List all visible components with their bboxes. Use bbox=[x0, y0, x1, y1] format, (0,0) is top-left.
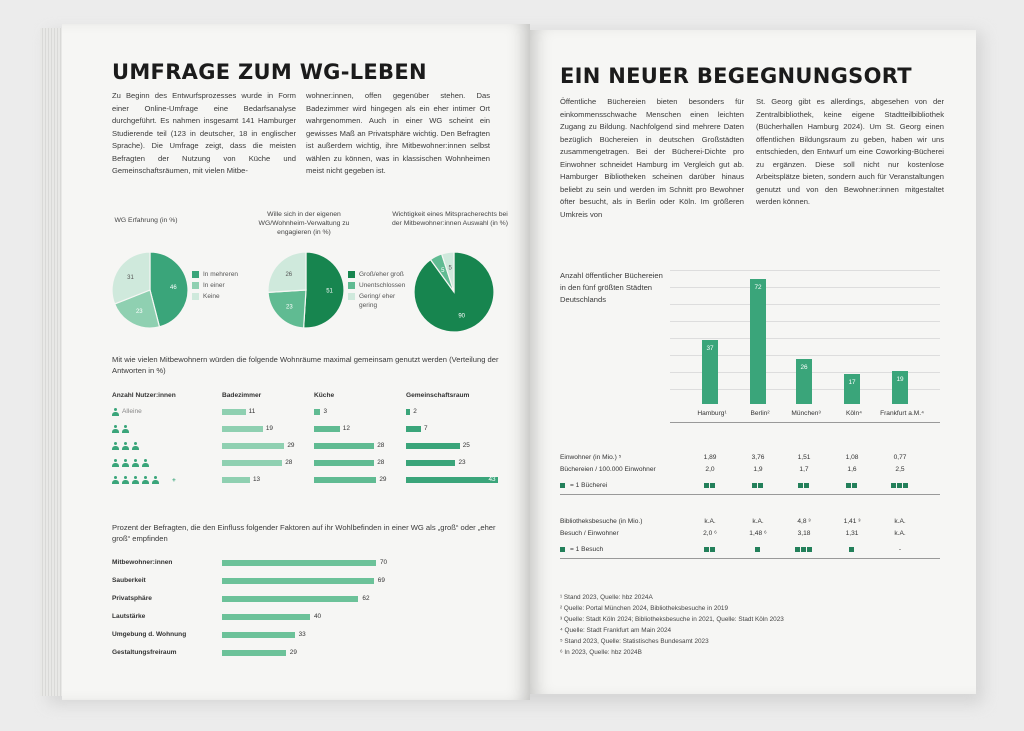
legend-swatch bbox=[192, 293, 199, 300]
pie2-caption: Wille sich in der eigenen WG/Wohnheim-Verwaltung zu engagieren (in %) bbox=[258, 211, 350, 236]
pie-slice-label: 5 bbox=[448, 265, 452, 272]
rooms-title: Mit wie vielen Mitbewohnern würden die folgende Wohnräume maximal gemeinsam genutzt werden (Verteilung der Antworten in %) bbox=[112, 355, 499, 375]
city-label: München³ bbox=[791, 410, 821, 417]
unit-squares bbox=[752, 483, 763, 488]
gridline bbox=[670, 321, 940, 322]
person-icon bbox=[112, 442, 119, 450]
city-label: Hamburg¹ bbox=[697, 410, 727, 417]
table-cell: k.A. bbox=[894, 530, 906, 537]
legend-label: Keine bbox=[203, 293, 220, 300]
person-icon bbox=[122, 459, 129, 467]
room-bar bbox=[406, 426, 421, 432]
table-row-label: Besuch / Einwohner bbox=[560, 530, 619, 537]
factor-bar bbox=[222, 632, 295, 638]
pie-slice-label: 46 bbox=[170, 285, 177, 292]
person-icon bbox=[122, 442, 129, 450]
table-cell: 1,48 ⁶ bbox=[749, 530, 767, 537]
table-divider bbox=[560, 494, 940, 495]
person-icon bbox=[112, 408, 119, 416]
table-cell: k.A. bbox=[752, 518, 764, 525]
room-bar-value: 29 bbox=[379, 476, 387, 483]
table-cell: 1,51 bbox=[797, 454, 811, 461]
room-bar-value: 29 bbox=[287, 442, 295, 449]
table-row-label: Bibliotheksbesuche (in Mio.) bbox=[560, 518, 643, 525]
library-bar-value: 19 bbox=[896, 375, 904, 383]
city-label: Berlin² bbox=[750, 410, 770, 417]
pie3-caption: Wichtigkeit eines Mitspracherechts bei der Mitbewohner:innen Auswahl (in %) bbox=[392, 211, 508, 227]
room-bar bbox=[406, 443, 460, 449]
pie-chart-wg-experience bbox=[112, 252, 188, 328]
room-bar-value: 7 bbox=[424, 425, 428, 432]
unit-squares bbox=[704, 483, 715, 488]
factor-bar-value: 33 bbox=[298, 631, 306, 638]
legend-label: Gering/ eher gering bbox=[359, 293, 396, 309]
legend-label: Unentschlossen bbox=[359, 282, 406, 289]
table-cell: k.A. bbox=[894, 518, 906, 525]
pie1-legend bbox=[192, 270, 238, 303]
pie2-legend bbox=[348, 270, 404, 312]
table-cell: 2,0 ⁶ bbox=[703, 530, 717, 537]
room-bar-value: 12 bbox=[342, 425, 350, 432]
alone-label: Alleine bbox=[122, 408, 142, 415]
legend-swatch bbox=[192, 282, 199, 289]
pie-slice-label: 31 bbox=[127, 274, 134, 281]
factors-title: Prozent der Befragten, die den Einfluss folgender Faktoren auf ihr Wohlbefinden in einer WG als „groß“ oder „eher groß“ empfinden bbox=[112, 523, 496, 543]
right-column-2: St. Georg gibt es allerdings, abgesehen von der Zentralbibliothek, keine eigene Stadtteilbibliothek (Bücherhallen Hamburg 2024). Um St. Georg einen öffentlichen Bildungsraum zu geben, haben wir uns entschieden, den Entwurf um eine Coworking-Bücherei zu ergänzen. Diese soll nicht nur kostenlose Arbeitsplätze bieten, sondern auch für Veranstaltungen genutzt und von den Bewohner:innen mitgestaltet werden können. bbox=[756, 97, 944, 206]
room-bar-value: 28 bbox=[377, 459, 385, 466]
table-cell: 1,6 bbox=[847, 466, 857, 473]
pie-slice-label: 5 bbox=[441, 267, 445, 274]
factor-bar bbox=[222, 650, 286, 656]
person-icon bbox=[132, 476, 139, 484]
pie-slice-label: 26 bbox=[285, 271, 293, 278]
room-bar-value: 13 bbox=[252, 476, 261, 483]
unit-squares bbox=[704, 547, 715, 552]
rooms-header-users: Anzahl Nutzer:innen bbox=[112, 392, 176, 399]
room-bar bbox=[222, 460, 282, 466]
person-icon bbox=[112, 476, 119, 484]
footnote: ⁴ Quelle: Stadt Frankfurt am Main 2024 bbox=[560, 627, 672, 634]
table-dash: - bbox=[898, 546, 902, 553]
pie-slice-label: 23 bbox=[285, 304, 293, 311]
room-bar bbox=[222, 426, 263, 432]
legend-square bbox=[560, 483, 565, 488]
person-icon bbox=[132, 459, 139, 467]
library-bar-value: 37 bbox=[706, 344, 714, 352]
room-bar bbox=[314, 477, 376, 483]
rooms-header-common: Gemeinschaftsraum bbox=[406, 392, 470, 399]
room-bar bbox=[314, 460, 374, 466]
footnote: ⁵ Stand 2023, Quelle: Statistisches Bundesamt 2023 bbox=[560, 638, 709, 645]
right-page-title: EIN NEUER BEGEGNUNGSORT bbox=[560, 64, 912, 88]
left-page bbox=[62, 24, 530, 700]
room-bar bbox=[222, 477, 250, 483]
table-cell: 1,41 ³ bbox=[843, 518, 861, 525]
factor-bar-value: 62 bbox=[362, 595, 370, 602]
rooms-header-kitchen: Küche bbox=[314, 392, 335, 399]
table-cell: 1,08 bbox=[845, 454, 859, 461]
person-icon bbox=[112, 459, 119, 467]
factor-bar-value: 29 bbox=[289, 649, 297, 656]
legend-text: = 1 Besuch bbox=[570, 546, 604, 553]
person-icon bbox=[122, 425, 129, 433]
intro-column-2: wohner:innen, offen gegenüber stehen. Das Badezimmer wird hingegen als ein eher intimer Ort wahrgenommen. Auch in einer WG scheint ein gewisses Maß an Privatsphäre wichtig. Den Befragten ist außerdem wichtig, ihre Mitbewohner:innen selbst wählen zu können, was in klassischen Wohnheimen meist nicht gegeben ist. bbox=[306, 91, 490, 175]
table-cell: 4,8 ³ bbox=[797, 518, 811, 525]
unit-squares bbox=[846, 483, 857, 488]
city-label: Frankfurt a.M.⁴ bbox=[880, 410, 924, 417]
factor-bar bbox=[222, 560, 376, 566]
room-bar bbox=[314, 409, 320, 415]
room-bar bbox=[222, 409, 246, 415]
table-cell: 1,9 bbox=[753, 466, 763, 473]
pie-slice bbox=[304, 252, 344, 328]
pie1-caption: WG Erfahrung (in %) bbox=[114, 217, 178, 224]
unit-squares bbox=[795, 547, 812, 552]
table-row-label: Büchereien / 100.000 Einwohner bbox=[560, 466, 656, 473]
person-icon bbox=[152, 476, 159, 484]
table-cell: 1,89 bbox=[703, 454, 717, 461]
pie-chart-engagement bbox=[268, 252, 344, 328]
footnote: ¹ Stand 2023, Quelle: hbz 2024A bbox=[560, 594, 653, 601]
room-bar bbox=[314, 426, 340, 432]
factor-bar-value: 70 bbox=[380, 559, 388, 566]
person-icon bbox=[122, 476, 129, 484]
gridline bbox=[670, 270, 940, 271]
gridline bbox=[670, 287, 940, 288]
person-icon bbox=[132, 442, 139, 450]
room-bar-value: 28 bbox=[377, 442, 385, 449]
legend-swatch bbox=[348, 282, 355, 289]
pie-slice-label: 51 bbox=[326, 288, 333, 295]
table-cell: 1,7 bbox=[799, 466, 809, 473]
room-bar bbox=[314, 443, 374, 449]
footnote: ² Quelle: Portal München 2024, Bibliotheksbesuche in 2019 bbox=[560, 605, 729, 612]
table-cell: 0,77 bbox=[893, 454, 907, 461]
person-icon bbox=[142, 459, 149, 467]
room-bar-value: 23 bbox=[458, 459, 466, 466]
factor-label: Gestaltungsfreiraum bbox=[112, 649, 177, 656]
table-cell: 2,0 bbox=[705, 466, 715, 473]
room-bar bbox=[406, 409, 410, 415]
room-bar-value: 19 bbox=[265, 425, 273, 432]
room-bar-value: 11 bbox=[248, 408, 256, 415]
room-bar-value: 28 bbox=[285, 459, 293, 466]
unit-squares bbox=[755, 547, 760, 552]
factor-label: Sauberkeit bbox=[112, 577, 146, 584]
right-column-1: Öffentliche Büchereien bieten besonders für einkommensschwache Menschen einen leichten Zugang zu Bildung. Nachfolgend sind mehrere Daten bezüglich Büchereien in deutschen Großstädten zusammengetragen. Bei der Bücherei-Dichte pro Einwohner schneidet Hamburg im Vergleich gut ab. Hamburger Bibliotheken scheinen darüber hinaus beliebt zu sein und werden im Schnitt pro Bewohner öfter besucht, als in Berlin oder Köln. Im größeren Umkreis von bbox=[560, 97, 744, 219]
table-cell: 2,5 bbox=[895, 466, 905, 473]
table-divider bbox=[560, 558, 940, 559]
room-bar-value: 43 bbox=[488, 476, 496, 483]
factor-bar bbox=[222, 596, 358, 602]
table-cell: 3,76 bbox=[751, 454, 765, 461]
person-icon bbox=[142, 476, 149, 484]
factor-bar-value: 40 bbox=[314, 613, 322, 620]
table-cell: 1,31 bbox=[845, 530, 859, 537]
right-page bbox=[530, 30, 976, 694]
room-bar-value: 25 bbox=[462, 442, 470, 449]
page-edges bbox=[40, 28, 64, 696]
library-bar-value: 17 bbox=[848, 379, 856, 387]
intro-column-1: Zu Beginn des Entwurfsprozesses wurde in Form einer Online-Umfrage eine Bedarfsanalyse durchgeführt. Es nahmen insgesamt 141 Hamburger Studierende teil (123 in deutscher, 18 in englischer Sprache). Die Umfrage zeigt, dass die meisten Befragten der Nutzung von Küche und Gemeinschaftsräumen, mit vielen Mitbe- bbox=[112, 91, 296, 175]
legend-label: In einer bbox=[203, 282, 225, 289]
room-bar bbox=[406, 460, 455, 466]
legend-swatch bbox=[348, 293, 355, 300]
plus-label: + bbox=[172, 477, 176, 484]
room-bar bbox=[406, 477, 498, 483]
unit-squares bbox=[891, 483, 908, 488]
factor-bar-value: 69 bbox=[377, 577, 385, 584]
factor-bar bbox=[222, 614, 310, 620]
city-label: Köln⁴ bbox=[845, 410, 863, 417]
factor-label: Privatsphäre bbox=[112, 595, 152, 602]
legend-label: Groß/eher groß bbox=[359, 271, 404, 278]
pie-slice-label: 23 bbox=[135, 308, 143, 315]
table-cell: k.A. bbox=[704, 518, 716, 525]
factor-label: Mitbewohner:innen bbox=[112, 559, 173, 566]
left-page-title: UMFRAGE ZUM WG-LEBEN bbox=[112, 60, 427, 84]
legend-swatch bbox=[192, 271, 199, 278]
footnote: ⁶ In 2023, Quelle: hbz 2024B bbox=[560, 649, 642, 656]
legend-swatch bbox=[348, 271, 355, 278]
library-bar bbox=[750, 279, 766, 404]
unit-squares bbox=[798, 483, 809, 488]
library-bar-value: 26 bbox=[800, 363, 808, 371]
table-cell: 3,18 bbox=[797, 530, 811, 537]
library-bar-value: 72 bbox=[754, 283, 762, 291]
room-bar-value: 3 bbox=[323, 408, 327, 415]
chart-label: Anzahl öffentlicher Büchereien in den fünf größten Städten Deutschlands bbox=[560, 271, 663, 304]
room-bar bbox=[222, 443, 284, 449]
pie-slice-label: 90 bbox=[458, 313, 466, 320]
footnote: ³ Quelle: Stadt Köln 2024; Bibliotheksbesuche in 2021, Quelle: Stadt Köln 2023 bbox=[560, 616, 784, 623]
legend-text: = 1 Bücherei bbox=[570, 482, 608, 489]
gridline bbox=[670, 304, 940, 305]
table-row-label: Einwohner (in Mio.) ⁵ bbox=[560, 454, 622, 461]
legend-label: In mehreren bbox=[203, 271, 239, 278]
unit-squares bbox=[849, 547, 854, 552]
chart-divider bbox=[670, 422, 940, 423]
rooms-header-bath: Badezimmer bbox=[222, 392, 262, 399]
legend-square bbox=[560, 547, 565, 552]
person-icon bbox=[112, 425, 119, 433]
factor-label: Lautstärke bbox=[112, 613, 146, 620]
pie-chart-codetermination bbox=[414, 252, 494, 332]
factor-label: Umgebung d. Wohnung bbox=[112, 631, 187, 638]
room-bar-value: 2 bbox=[413, 408, 417, 415]
factor-bar bbox=[222, 578, 374, 584]
